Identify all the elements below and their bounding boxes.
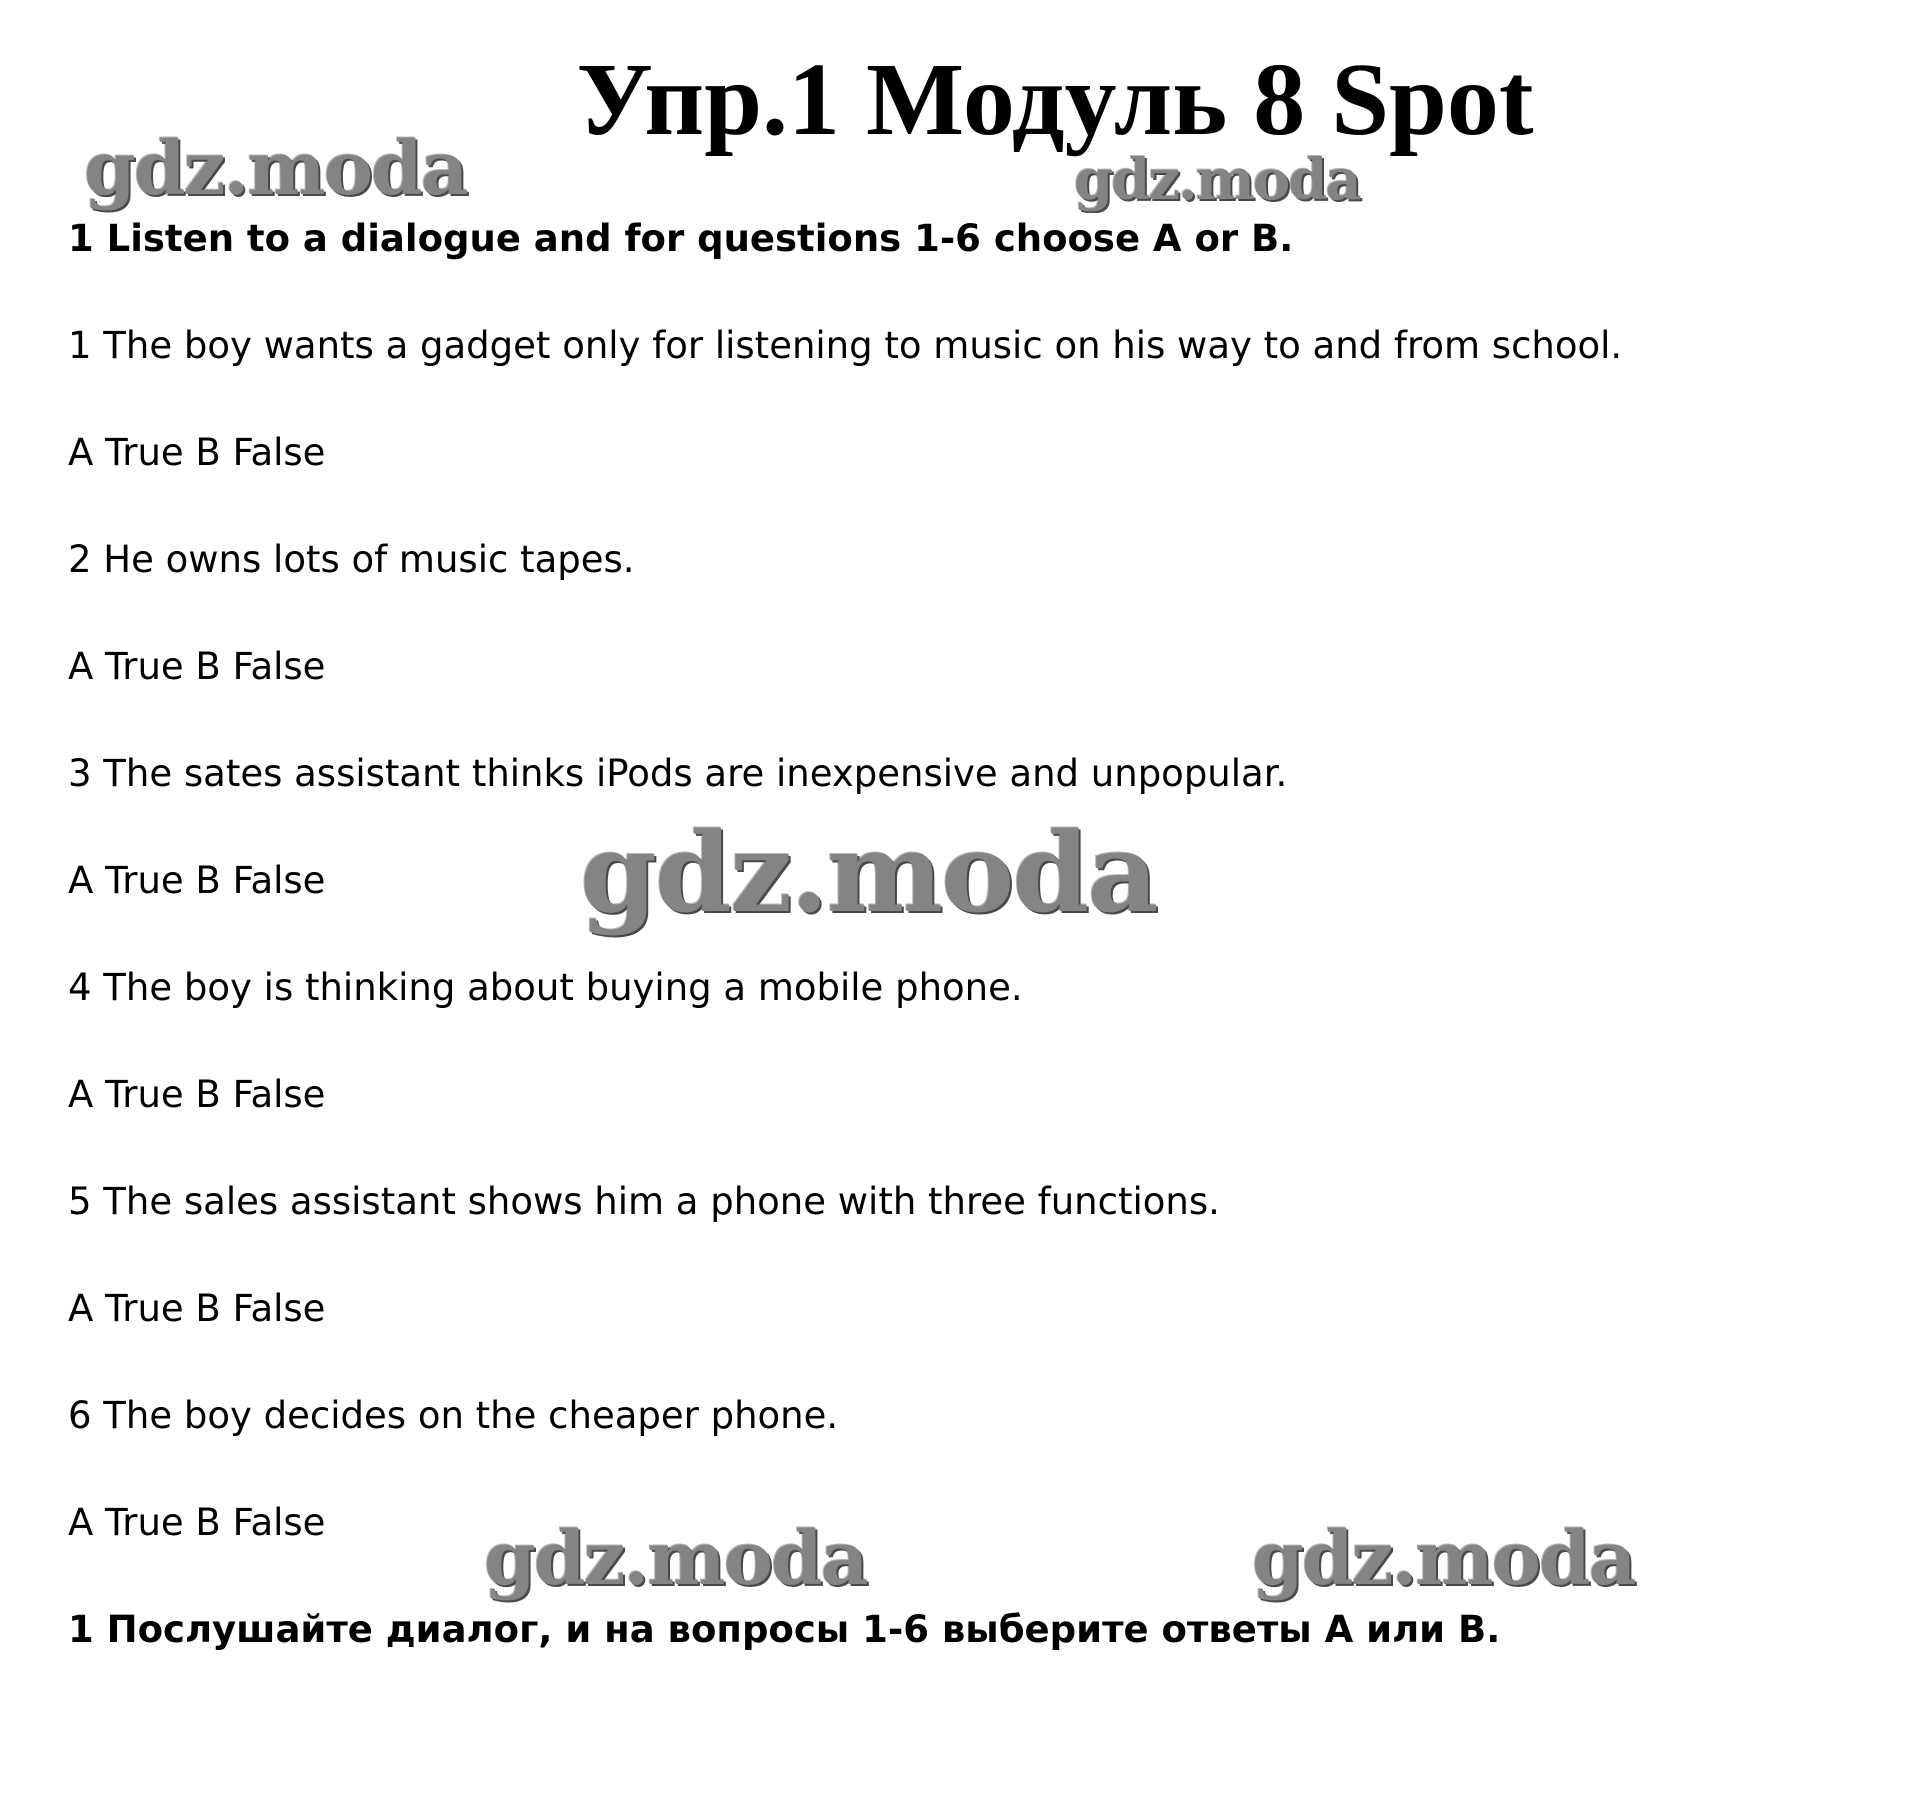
exercise-content [68, 214, 1848, 1712]
question-6-text: 6 The boy decides on the cheaper phone. [68, 1394, 839, 1437]
instruction-english: 1 Listen to a dialogue and for questions 1-6 choose A or B. [68, 217, 1294, 260]
question-2-options: A True B False [68, 645, 326, 688]
question-2-text: 2 He owns lots of music tapes. [68, 538, 635, 581]
watermark-top-center: gdz.moda [1074, 147, 1360, 213]
watermark-middle: gdz.moda [580, 808, 1157, 937]
question-5-options: A True B False [68, 1287, 326, 1330]
question-4-text: 4 The boy is thinking about buying a mobile phone. [68, 966, 1023, 1009]
page-title: Упр.1 Модуль 8 Spot [576, 42, 1534, 157]
watermark-top-left: gdz.moda [84, 126, 467, 212]
question-3-options: A True B False [68, 859, 326, 902]
question-1-options: A True B False [68, 431, 326, 474]
watermark-bottom-left: gdz.moda [484, 1516, 867, 1602]
question-5-text: 5 The sales assistant shows him a phone with three functions. [68, 1180, 1220, 1223]
question-6-options: A True B False [68, 1501, 326, 1544]
watermark-bottom-right: gdz.moda [1252, 1516, 1635, 1602]
question-4-options: A True B False [68, 1073, 326, 1116]
instruction-russian: 1 Послушайте диалог, и на вопросы 1-6 выберите ответы А или В. [68, 1608, 1501, 1651]
question-1-text: 1 The boy wants a gadget only for listening to music on his way to and from school. [68, 324, 1623, 367]
question-3-text: 3 The sates assistant thinks iPods are inexpensive and unpopular. [68, 752, 1288, 795]
